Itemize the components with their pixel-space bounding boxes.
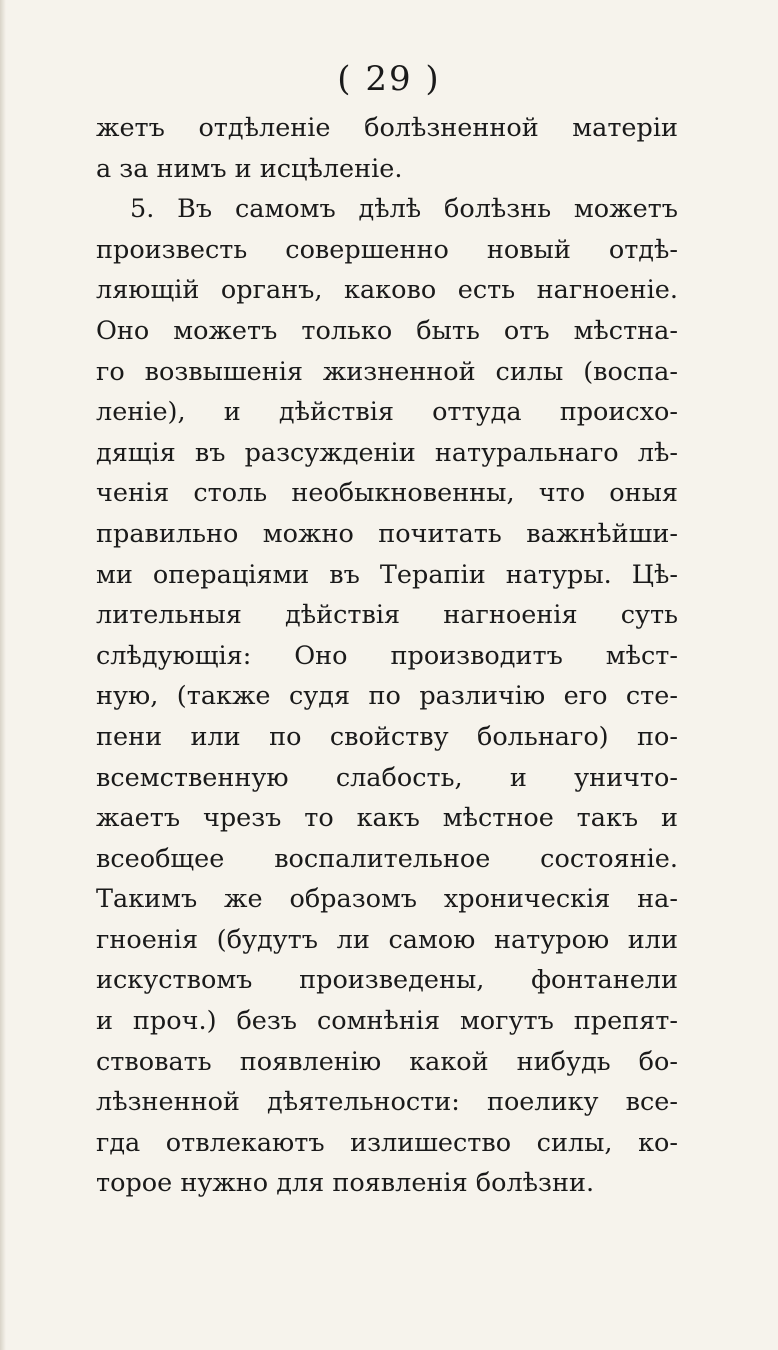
text-line: всемственную слабость, и уничто- (96, 762, 678, 793)
text-line: искуствомъ произведены, фонтанели (96, 965, 678, 996)
text-line: ченія столь необыкновенны, что оныя (96, 478, 678, 509)
body-text (96, 108, 678, 1204)
text-line: лѣзненной дѣятельности: поелику все- (96, 1087, 678, 1118)
text-line: ствовать появленію какой нибудь бо- (96, 1046, 678, 1077)
text-line: Оно можетъ только быть отъ мѣстна- (96, 315, 678, 346)
text-line: леніе), и дѣйствія оттуда происхо- (96, 397, 678, 428)
page-number: ( 29 ) (337, 59, 441, 99)
text-line: гда отвлекаютъ излишество силы, ко- (96, 1127, 678, 1158)
text-line: жетъ отдѣленіе болѣзненной матеріи (96, 113, 678, 143)
text-line: 5. Въ самомъ дѣлѣ болѣзнь можетъ (130, 194, 678, 225)
text-line: слѣдующія: Оно производитъ мѣст- (96, 640, 678, 671)
text-line: го возвышенія жизненной силы (воспа- (96, 356, 678, 387)
text-line: правильно можно почитать важнѣйши- (96, 518, 678, 549)
text-line: ляющій органъ, каково есть нагноеніе. (96, 275, 678, 306)
text-line: торое нужно для появленія болѣзни. (96, 1168, 595, 1199)
text-line: Такимъ же образомъ хроническія на- (96, 884, 678, 915)
text-line: и проч.) безъ сомнѣнія могутъ препят- (96, 1006, 678, 1037)
text-line: ную, (также судя по различію его сте- (96, 681, 678, 712)
text-line: ми операціями въ Терапіи натуры. Цѣ- (96, 559, 678, 590)
text-line: дящія въ разсужденіи натуральнаго лѣ- (96, 437, 678, 468)
text-line: всеобщее воспалительное состояніе. (96, 843, 678, 874)
text-line: пени или по свойству больнаго) по- (96, 721, 678, 752)
text-line: лительныя дѣйствія нагноенія суть (96, 600, 678, 631)
text-line: а за нимъ и исцѣленіе. (96, 153, 403, 184)
page-binding-edge (0, 0, 6, 1350)
text-line: жаетъ чрезъ то какъ мѣстное такъ и (96, 803, 678, 834)
text-line: гноенія (будутъ ли самою натурою или (96, 924, 678, 955)
text-line: произвесть совершенно новый отдѣ- (96, 234, 678, 265)
